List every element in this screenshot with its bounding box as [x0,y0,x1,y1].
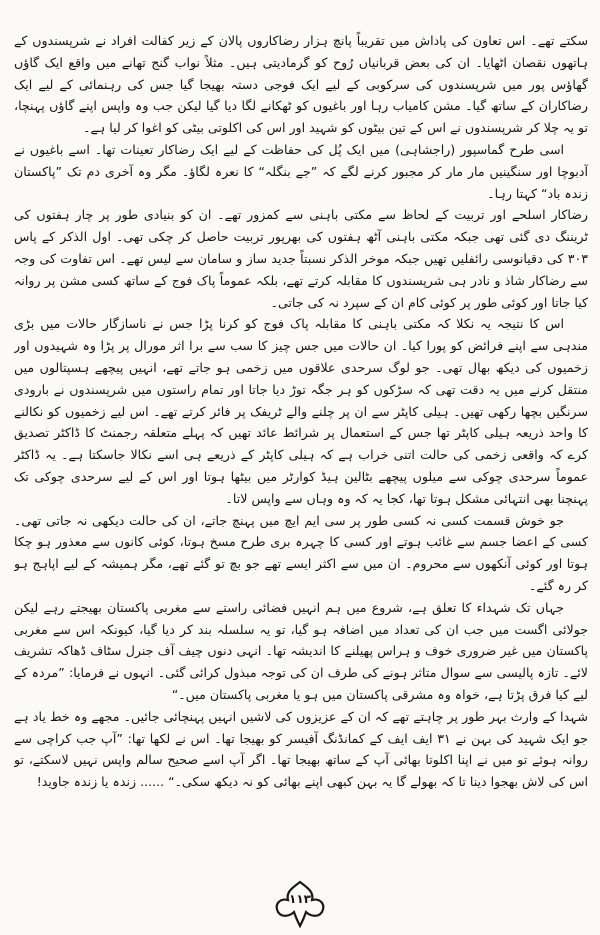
page-number: ۱۱۳ [289,892,311,906]
page-footer [0,878,600,928]
paragraph: سکتے تھے۔ اس تعاون کی پاداش میں تقریباً پانچ ہزار رضاکاروں پالان کے زیر کفالت افراد نے شرپسندوں کے ہاتھوں نقصان اٹھایا۔ ان کی بعض قربانیاں رُوح کو گرمادیتی ہیں۔ مثلاً نواب گنج تھانے میں واقع ایک گاؤں گھاؤس پور میں شرپسندوں کی سرکوبی کے لیے ایک فوجی دستہ بھیجا گیا جس کی رہنمائی کے لیے ایک رضاکاران کے ساتھ گیا۔ مشن کامیاب رہا اور باغیوں کو ٹھکانے لگا دیا گیا لیکن جب وہ واپس اپنے گاؤں پہنچا، تو یہ چلا کر شرپسندوں نے اس کے تین بیٹوں کو شہید اور اس کی اکلوتی بیٹی کو اغوا کر لیا ہے۔ [14,33,588,136]
paragraph: جہاں تک شہداء کا تعلق ہے، شروع میں ہم انہیں فضائی راستے سے مغربی پاکستان بھیجتے رہے لیکن جولائی اگست میں جب ان کی تعداد میں اضافہ ہو گیا، تو یہ سلسلہ بند کر دیا گیا، کیونکہ اس سے مغربی پاکستان میں غیر ضروری خوف و ہراس پھیلنے کا اندیشہ تھا۔ انہی دنوں چیف آف جنرل سٹاف ڈھاکہ تشریف لائے۔ تازہ پالیسی سے سوال متاثر ہونے کی طرف ان کی توجہ مبذول کرائی گئی۔ انہوں نے فرمایا: ”مردہ کے لیے کیا فرق پڑتا ہے، خواہ وہ مشرقی پاکستان میں ہو یا مغربی پاکستان میں۔“ [14,599,588,702]
paragraph: شہدا کے وارث بہر طور پر چاہتے تھے کہ ان کے عزیزوں کی لاشیں انہیں پہنچائی جائیں۔ مجھے وہ خط یاد ہے جو ایک شہید کی بہن نے ۳۱ ایف ایف کے کمانڈنگ آفیسر کو بھیجا تھا۔ اس نے لکھا تھا: ”آپ جب کراچی سے روانہ ہوئے تو میں نے اپنا اکلوتا بھائی آپ کے ساتھ بھیجا تھا۔ اگر آپ اسے صحیح سالم واپس نہیں لاسکتے، تو اس کی لاش بھجوا دینا تا کہ بھولے گا یہ بہن کبھی اپنے بھائی کو نہ دیکھ سکی۔“ ...... زندہ یا زندہ جاوید! [14,708,588,790]
paragraph: جو خوش قسمت کسی نہ کسی طور پر سی ایم ایچ میں پہنچ جاتے، ان کی حالت دیکھی نہ جاتی تھی۔ کسی کے اعضا جسم سے غائب ہوتے اور کسی کا چہرہ بری طرح مسخ ہوتا، کوئی کانوں سے معذور ہو چکا ہوتا اور کوئی آنکھوں سے محروم۔ ان میں سے اکثر ایسے تھے جو بچ تو گئے تھے، مگر ہمیشہ کے لیے اپاہج ہو کر رہ گئے۔ [14,512,588,593]
paragraph: اس کا نتیجہ یہ نکلا کہ مکتی باہنی کا مقابلہ پاک فوج کو کرنا پڑا جس نے ناسازگار حالات میں بڑی مندہی سے اپنے فرائض کو پورا کیا۔ ان حالات میں جس چیز کا سب سے برا اثر مورال پر پڑا وہ شہیدوں اور زخمیوں کی دیکھ بھال تھی۔ جو لوگ سرحدی علاقوں میں زخمی ہو جاتے تھے، انہیں پیچھے ہسپتالوں میں منتقل کرنے میں یہ دقت تھی کہ سڑکوں کو ہر جگہ توڑ دیا جاتا اور تمام راستوں میں شرپسندوں نے بارودی سرنگیں بچھا رکھی تھیں۔ ہیلی کاپٹر سے ان پر چلنے والے ٹریفک پر فائر کرتے تھے۔ اس لیے زخمیوں کو نکالنے کا واحد ذریعہ ہیلی کاپٹر تھا جس کے استعمال پر شرائط عائد تھیں کہ پہلے متعلقہ رجمنٹ کا ڈاکٹر تصدیق کرے کہ واقعی زخمی کی حالت اتنی خراب ہے کہ ہیلی کاپٹر کے ذریعے ہی اسے نکالا جاسکتا ہے۔ یہ ڈاکٹر عموماً سرحدی چوکی سے میلوں پیچھے بٹالین ہیڈ کوارٹر میں بیٹھا ہوتا اور اس کے لیے سرحدی چوکی تک پہنچنا بھی انتہائی مشکل ہوتا تھا، کجا یہ کہ وہ وہاں سے واپس لاتا۔ [14,316,588,506]
paragraph: اسی طرح گماسپور (راجشاہی) میں ایک پُل کی حفاظت کے لیے ایک رضاکار تعینات تھا۔ اسے باغیوں نے آدبوچا اور سنگینیں مار مار کر مجبور کرنے لگے کہ ”جے بنگلہ“ کا نعرہ لگاؤ۔ مگر وہ آخری دم تک ”پاکستان زندہ باد“ کہتا رہا۔ [14,141,588,201]
page-text-body [14,30,588,875]
paragraph: رضاکار اسلحے اور تربیت کے لحاظ سے مکتی باہنی سے کمزور تھے۔ ان کو بنیادی طور پر چار ہفتوں کی ٹریننگ دی گئی تھی جبکہ مکتی باہنی آٹھ ہفتوں کی بھرپور تربیت حاصل کر چکی تھی۔ اول الذکر کے پاس ۳۰۳ کی دقیانوسی رائفلیں تھیں جبکہ موخر الذکر نسبتاً جدید ساز و سامان سے لیس تھے۔ اس تفاوت کی وجہ سے رضاکار شاذ و نادر ہی شرپسندوں کا مقابلہ کرتے تھے، بلکہ عموماً پاک فوج کے ساتھ کسی مشن پر روانہ کیا جاتا اور کوئی طور پر کوئی کام ان کے سپرد نہ کی جاتی۔ [14,207,588,310]
